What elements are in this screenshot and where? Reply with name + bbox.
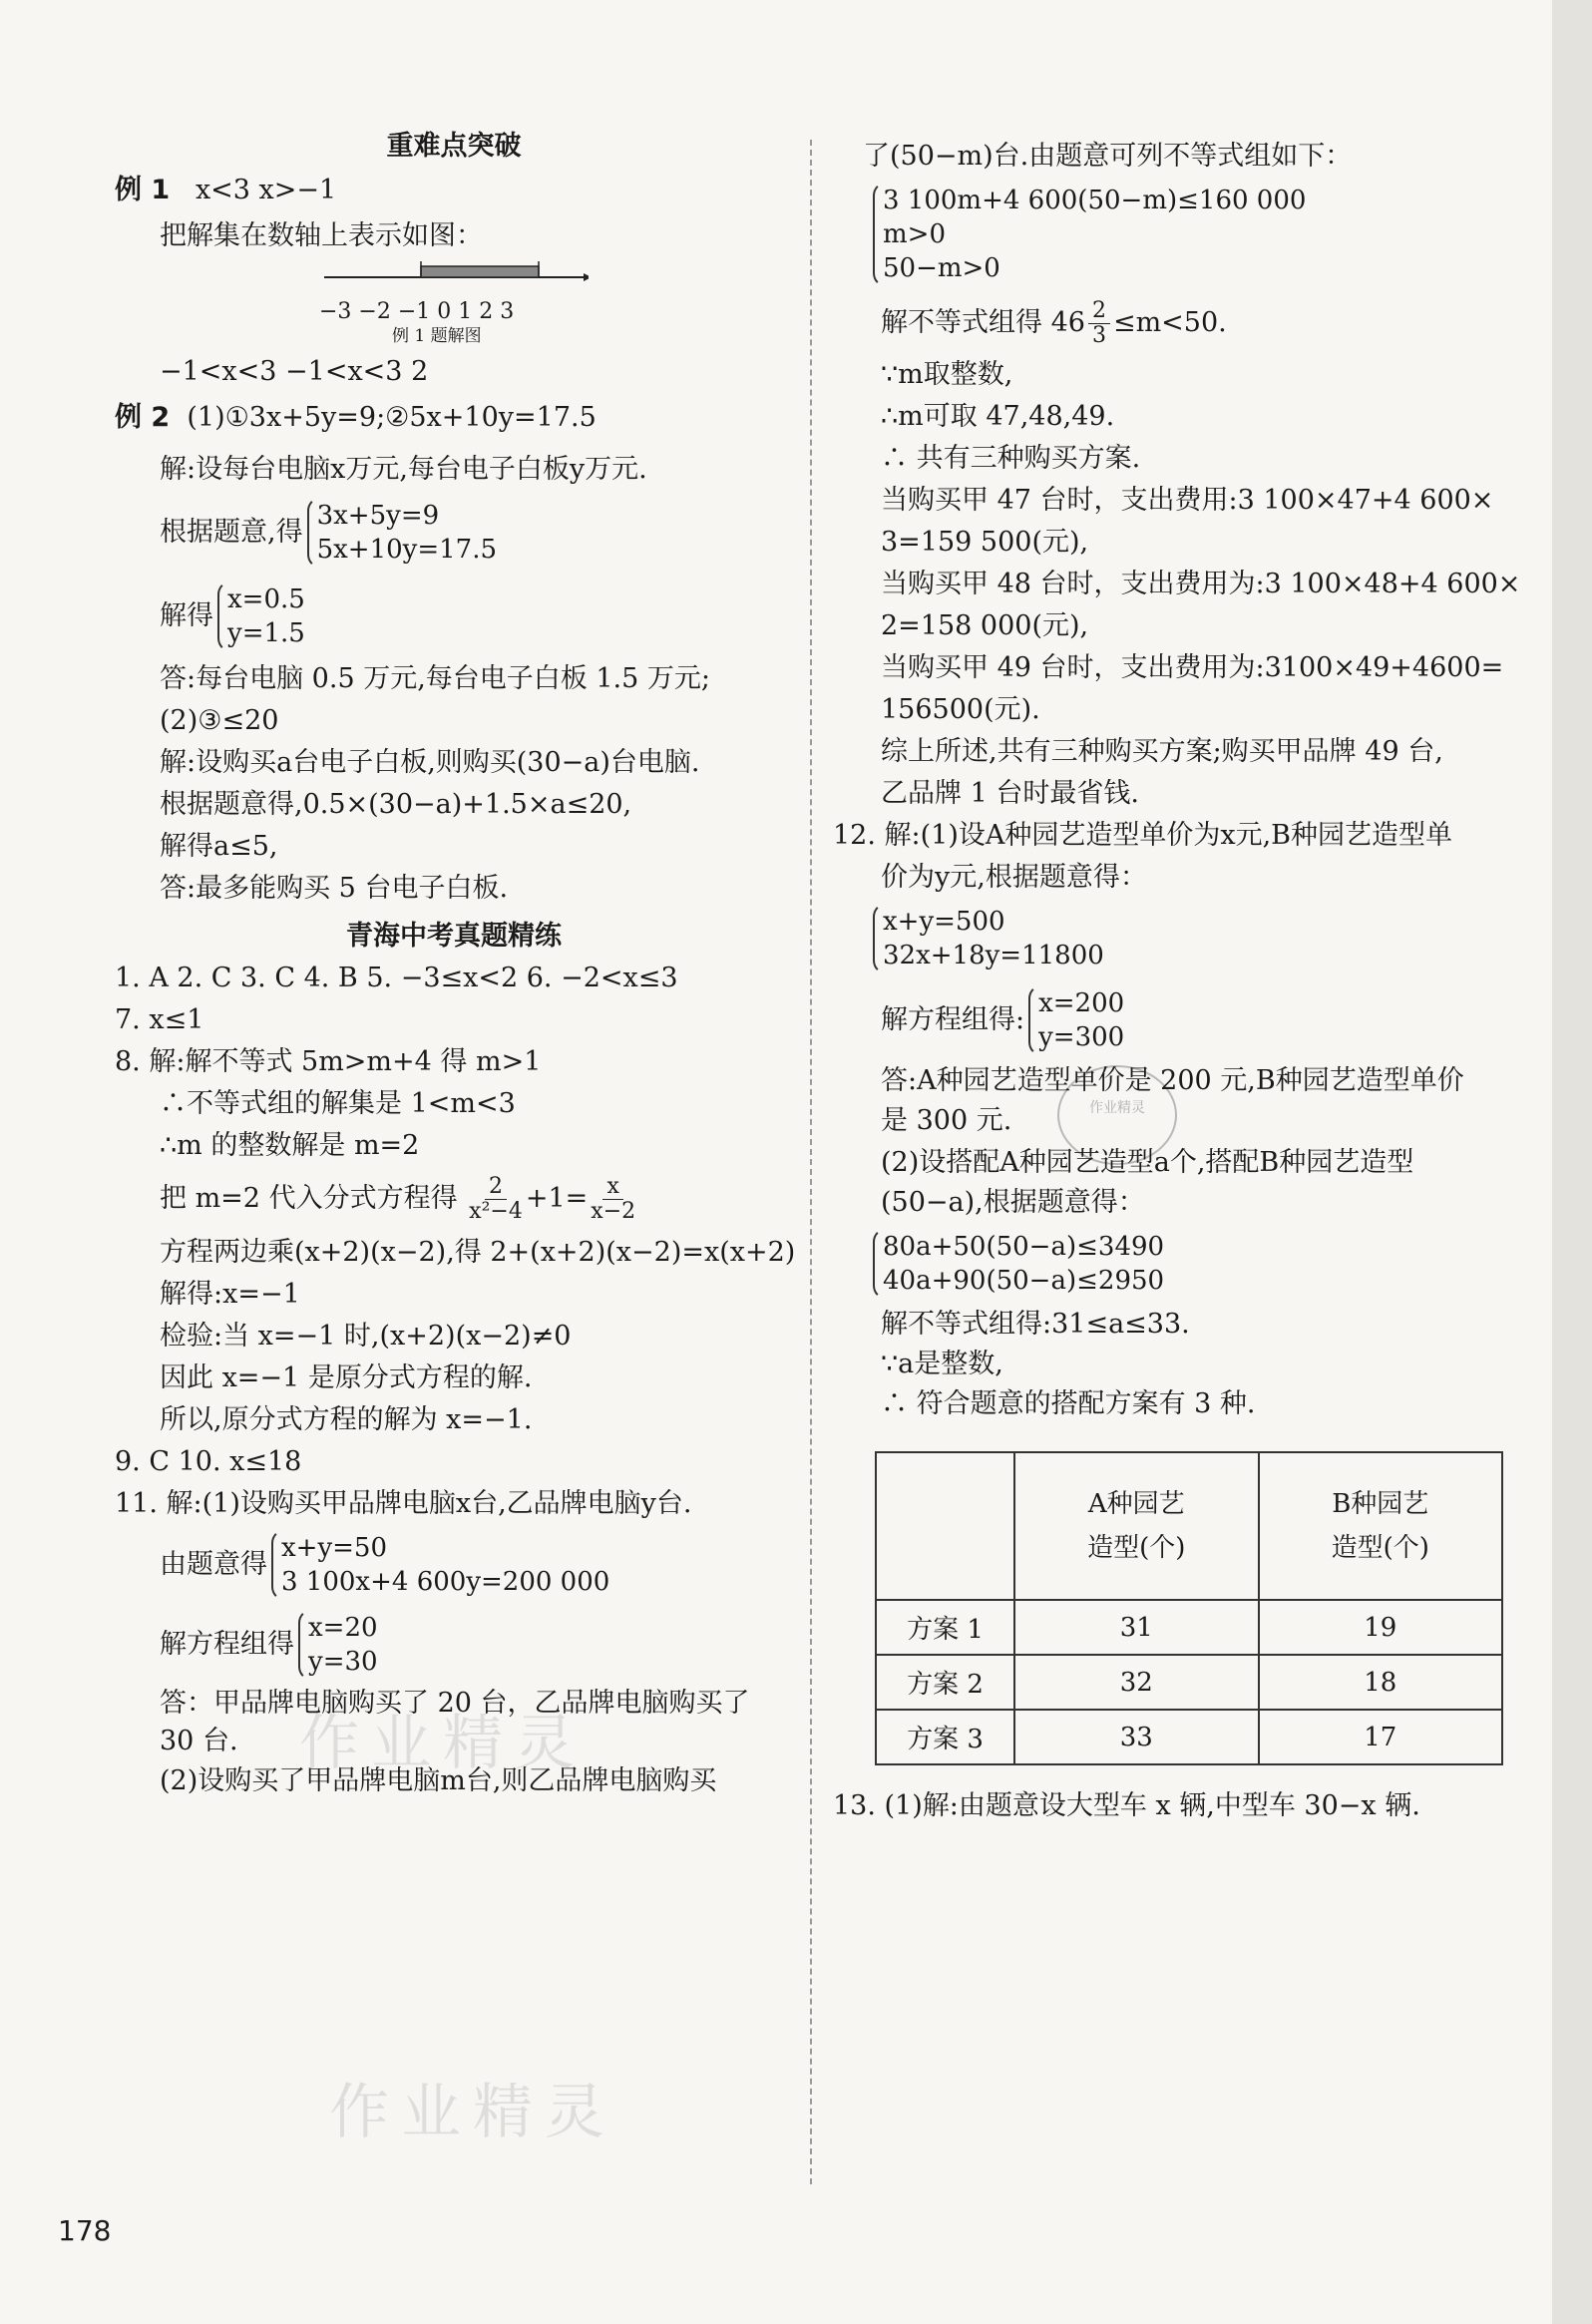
text: ∴ 共有三种购买方案. bbox=[881, 443, 1141, 474]
figure-caption: 例 1 题解图 bbox=[392, 326, 482, 346]
equation-system bbox=[115, 581, 793, 652]
brace bbox=[298, 1609, 378, 1681]
text: 解:设每台电脑x万元,每台电子白板y万元. bbox=[160, 454, 647, 485]
page-edge bbox=[1552, 0, 1592, 2324]
text: 当购买甲 48 台时，支出费用为:3 100×48+4 600× bbox=[881, 569, 1521, 599]
axis-labels: −3 −2 −1 0 1 2 3 bbox=[319, 299, 515, 324]
numerator: x bbox=[602, 1175, 622, 1200]
inequality: 50−m>0 bbox=[883, 253, 1000, 283]
equation: x+y=500 bbox=[883, 907, 1005, 937]
text: ∵a是整数, bbox=[881, 1349, 1003, 1379]
table-cell: 31 bbox=[1014, 1600, 1259, 1655]
text: 综上所述,共有三种购买方案;购买甲品牌 49 台, bbox=[881, 736, 1443, 767]
fraction bbox=[1088, 299, 1110, 348]
text: 156500(元). bbox=[881, 694, 1040, 725]
text: 乙品牌 1 台时最省钱. bbox=[881, 778, 1139, 809]
brace bbox=[873, 182, 1521, 287]
equation-system bbox=[881, 984, 1521, 1056]
text: (50−a),根据题意得： bbox=[881, 1187, 1145, 1218]
text: 所以,原分式方程的解为 x=−1. bbox=[160, 1404, 533, 1435]
text: 当购买甲 47 台时，支出费用:3 100×47+4 600× bbox=[881, 485, 1494, 516]
text: 价为y元,根据题意得： bbox=[881, 862, 1147, 893]
watermark: 作业精灵 bbox=[299, 1709, 587, 1778]
denominator: x²−4 bbox=[469, 1199, 523, 1224]
equation: x=0.5 bbox=[227, 584, 305, 614]
brace bbox=[271, 1529, 609, 1601]
text: ≤m<50. bbox=[1112, 307, 1227, 338]
text: 解得:x=−1 bbox=[160, 1279, 300, 1310]
answer-line: 13. (1)解:由题意设大型车 x 辆,中型车 30−x 辆. bbox=[833, 1790, 1420, 1821]
number-line bbox=[319, 259, 589, 299]
text: ∵m取整数, bbox=[881, 359, 1013, 390]
text: (2)设购买了甲品牌电脑m台,则乙品牌电脑购买 bbox=[160, 1765, 717, 1796]
text: 解不等式组得:31≤a≤33. bbox=[881, 1309, 1190, 1340]
text: (1)①3x+5y=9;②5x+10y=17.5 bbox=[187, 402, 597, 433]
fraction bbox=[469, 1175, 523, 1224]
text: 解:设购买a台电子白板,则购买(30−a)台电脑. bbox=[160, 747, 700, 778]
equation: y=30 bbox=[308, 1647, 378, 1677]
text: ∴m可取 47,48,49. bbox=[881, 401, 1115, 432]
equation: x=20 bbox=[308, 1613, 378, 1643]
section-heading: 青海中考真题精练 bbox=[346, 921, 562, 952]
brace bbox=[1028, 984, 1124, 1056]
answer-line: 9. C 10. x≤18 bbox=[115, 1446, 302, 1477]
text: ∴不等式组的解集是 1<m<3 bbox=[160, 1088, 516, 1119]
fraction bbox=[591, 1175, 635, 1224]
text: 方程两边乘(x+2)(x−2),得 2+(x+2)(x−2)=x(x+2) bbox=[160, 1237, 796, 1268]
text: 把解集在数轴上表示如图： bbox=[160, 220, 483, 251]
numerator: 2 bbox=[485, 1175, 507, 1200]
column-divider bbox=[810, 140, 812, 2184]
brace bbox=[873, 1228, 1521, 1300]
equation: x+y=50 bbox=[281, 1533, 388, 1563]
text: 因此 x=−1 是原分式方程的解. bbox=[160, 1362, 533, 1393]
text: 答:A种园艺造型单价是 200 元,B种园艺造型单价 bbox=[881, 1065, 1464, 1096]
plan-table bbox=[875, 1451, 1503, 1765]
denominator: x−2 bbox=[591, 1199, 636, 1224]
text: x<3 x>−1 bbox=[195, 175, 337, 205]
table-header-cell: B种园艺 造型(个) bbox=[1259, 1452, 1503, 1600]
text: 由题意得 bbox=[160, 1549, 267, 1580]
answer-line: 8. 解:解不等式 5m>m+4 得 m>1 bbox=[115, 1046, 542, 1077]
text: ∴ 符合题意的搭配方案有 3 种. bbox=[881, 1388, 1256, 1419]
text: 根据题意得,0.5×(30−a)+1.5×a≤20, bbox=[160, 789, 632, 820]
text: 检验:当 x=−1 时,(x+2)(x−2)≠0 bbox=[160, 1321, 572, 1352]
text: 根据题意,得 bbox=[160, 517, 303, 548]
equation: x=200 bbox=[1038, 988, 1125, 1018]
table-cell: 33 bbox=[1014, 1710, 1259, 1764]
equation: 5x+10y=17.5 bbox=[316, 535, 498, 565]
stamp: 作业精灵 bbox=[1057, 1065, 1177, 1165]
table-row bbox=[876, 1655, 1502, 1710]
table-header-cell bbox=[876, 1452, 1014, 1600]
left-column bbox=[115, 130, 796, 1798]
text: 当购买甲 49 台时，支出费用为:3100×49+4600= bbox=[881, 652, 1504, 683]
example-label: 例 1 bbox=[115, 175, 171, 205]
text: 解不等式组得 46 bbox=[881, 307, 1085, 338]
text: 解得 bbox=[160, 600, 213, 631]
inequality: m>0 bbox=[883, 219, 946, 249]
table-cell: 17 bbox=[1259, 1710, 1503, 1764]
section-heading: 重难点突破 bbox=[386, 131, 522, 162]
right-column bbox=[833, 140, 1521, 1823]
number-line-figure bbox=[319, 259, 793, 299]
equation: 3 100x+4 600y=200 000 bbox=[281, 1567, 610, 1597]
text: 答:最多能购买 5 台电子白板. bbox=[160, 873, 509, 904]
example-label: 例 2 bbox=[115, 402, 171, 433]
table-cell: 方案 2 bbox=[876, 1655, 1014, 1710]
text: 解得a≤5, bbox=[160, 831, 278, 862]
text: 把 m=2 代入分式方程得 bbox=[160, 1183, 458, 1214]
page-number: 178 bbox=[58, 2214, 112, 2247]
table-row bbox=[876, 1600, 1502, 1655]
equation: y=1.5 bbox=[227, 618, 305, 648]
equation-system bbox=[115, 1609, 793, 1681]
brace bbox=[873, 903, 1521, 974]
text: (2)③≤20 bbox=[160, 705, 279, 736]
brace bbox=[307, 497, 497, 569]
table-cell: 32 bbox=[1014, 1655, 1259, 1710]
table-cell: 19 bbox=[1259, 1600, 1503, 1655]
table-header-cell: A种园艺 造型(个) bbox=[1014, 1452, 1259, 1600]
text: 解方程组得: bbox=[881, 1004, 1025, 1035]
answer-line: 12. 解:(1)设A种园艺造型单价为x元,B种园艺造型单 bbox=[833, 820, 1453, 851]
text: 解方程组得 bbox=[160, 1629, 294, 1660]
text: ∴m 的整数解是 m=2 bbox=[160, 1130, 420, 1161]
text: 3=159 500(元), bbox=[881, 527, 1089, 558]
equation: 3x+5y=9 bbox=[316, 501, 440, 531]
inequality: 80a+50(50−a)≤3490 bbox=[883, 1232, 1165, 1262]
text: −1<x<3 −1<x<3 2 bbox=[160, 356, 429, 387]
equation-system bbox=[115, 497, 793, 569]
text: 是 300 元. bbox=[881, 1105, 1012, 1136]
numerator: 2 bbox=[1088, 299, 1110, 324]
table-cell: 18 bbox=[1259, 1655, 1503, 1710]
table-cell: 方案 1 bbox=[876, 1600, 1014, 1655]
inequality: 3 100m+4 600(50−m)≤160 000 bbox=[883, 186, 1307, 215]
equation: 32x+18y=11800 bbox=[883, 941, 1104, 970]
watermark: 作业精灵 bbox=[329, 2078, 616, 2147]
text: 2=158 000(元), bbox=[881, 610, 1089, 641]
equation-system bbox=[115, 1529, 793, 1601]
table-header-row bbox=[876, 1452, 1502, 1600]
text: 答：甲品牌电脑购买了 20 台，乙品牌电脑购买了 bbox=[160, 1688, 750, 1719]
table-cell: 方案 3 bbox=[876, 1710, 1014, 1764]
text: +1= bbox=[525, 1183, 589, 1214]
equation: y=300 bbox=[1038, 1022, 1125, 1052]
denominator: 3 bbox=[1091, 323, 1106, 348]
text: 答:每台电脑 0.5 万元,每台电子白板 1.5 万元; bbox=[160, 663, 710, 694]
text: 了(50−m)台.由题意可列不等式组如下： bbox=[863, 141, 1353, 172]
text: (2)设搭配A种园艺造型a个,搭配B种园艺造型 bbox=[881, 1147, 1414, 1178]
text: 30 台. bbox=[160, 1726, 238, 1756]
table-row bbox=[876, 1710, 1502, 1764]
answer-line: 7. x≤1 bbox=[115, 1004, 204, 1035]
brace bbox=[217, 581, 305, 652]
answer-line: 11. 解:(1)设购买甲品牌电脑x台,乙品牌电脑y台. bbox=[115, 1488, 692, 1519]
answer-line: 1. A 2. C 3. C 4. B 5. −3≤x<2 6. −2<x≤3 bbox=[115, 963, 678, 993]
inequality: 40a+90(50−a)≤2950 bbox=[883, 1266, 1165, 1296]
